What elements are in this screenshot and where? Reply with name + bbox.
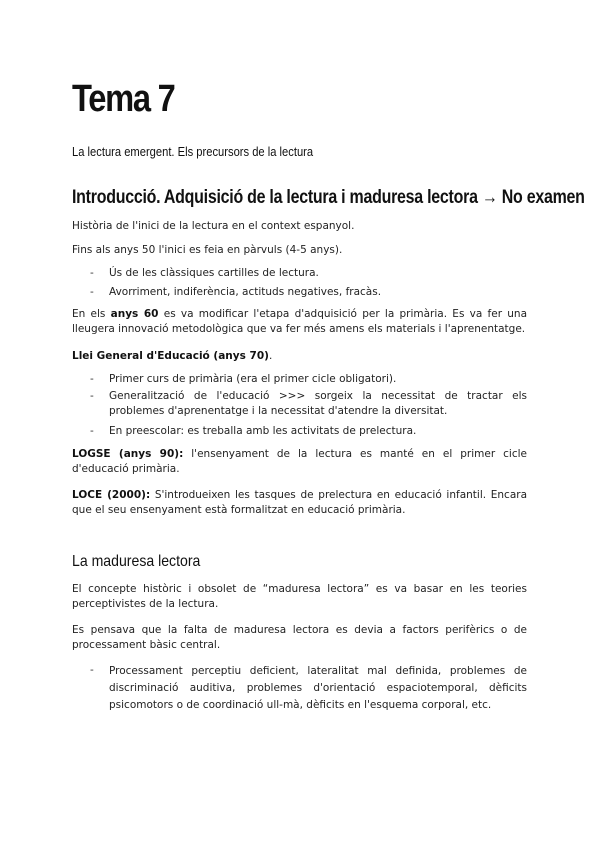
paragraph-logse	[72, 447, 527, 477]
paragraph-es-pensava: Es pensava que la falta de maduresa lectora es devia a factors perifèrics o de processament bàsic central.	[72, 624, 527, 651]
list-item: Avorriment, indiferència, actituds negatives, fracàs.	[109, 286, 382, 298]
list-bullet: -	[90, 267, 94, 279]
text-run: En els	[72, 308, 111, 320]
text-run: l'ensenyament de la lectura es manté en el primer cicle d'educació primària.	[72, 448, 527, 475]
list-bullet: -	[90, 664, 94, 676]
paragraph-fins-anys-50: Fins als anys 50 l'inici es feia en pàrvuls (4-5 anys).	[72, 244, 343, 256]
paragraph-loce	[72, 488, 527, 518]
list-item: Ús de les clàssiques cartilles de lectura.	[109, 267, 319, 279]
bold-text: LOGSE (anys 90):	[72, 448, 184, 460]
document-title: Tema 7	[72, 78, 175, 120]
list-item: Generalització de l'educació >>> sorgeix la necessitat de tractar els problemes d'aprenentatge i la necessitat d'atendre la diversitat.	[109, 390, 527, 417]
section-heading-maduresa: La maduresa lectora	[72, 553, 201, 570]
list-bullet: -	[90, 390, 94, 402]
section-heading-introduccio: Introducció. Adquisició de la lectura i maduresa lectora → No examen	[72, 187, 585, 208]
text-run: .	[268, 350, 273, 362]
list-item: Primer curs de primària (era el primer cicle obligatori).	[109, 373, 397, 385]
document-subtitle: La lectura emergent. Els precursors de la lectura	[72, 144, 314, 159]
paragraph-concepte-historic: El concepte històric i obsolet de “maduresa lectora” es va basar en les teories perceptivistes de la lectura.	[72, 583, 527, 610]
paragraph-historia: Història de l'inici de la lectura en el context espanyol.	[72, 220, 355, 232]
list-bullet: -	[90, 286, 94, 298]
list-bullet: -	[90, 373, 94, 385]
list-item: En preescolar: es treballa amb les activitats de prelectura.	[109, 425, 417, 437]
bold-text: LOCE (2000):	[72, 489, 151, 501]
bold-text: anys 60	[110, 308, 159, 320]
text-run: es va modificar l'etapa d'adquisició per la primària. Es va fer una lleugera innovació metodològica que va fer més amens els materials i l'aprenentatge.	[72, 308, 528, 335]
text-run: S'introdueixen les tasques de prelectura en educació infantil. Encara que el seu ensenyament està formalitzat en educació primària.	[72, 489, 528, 516]
list-item: Processament perceptiu deficient, lateralitat mal definida, problemes de discriminació auditiva, problemes d'orientació espaciotemporal, dèficits psicomotors o de coordinació ull-mà, dèficits en l'esquema corporal, etc.	[109, 665, 527, 711]
bold-text: Llei General d'Educació (anys 70)	[72, 350, 269, 362]
paragraph-llei-general	[72, 349, 272, 364]
paragraph-anys-60	[72, 307, 527, 337]
list-bullet: -	[90, 425, 94, 437]
